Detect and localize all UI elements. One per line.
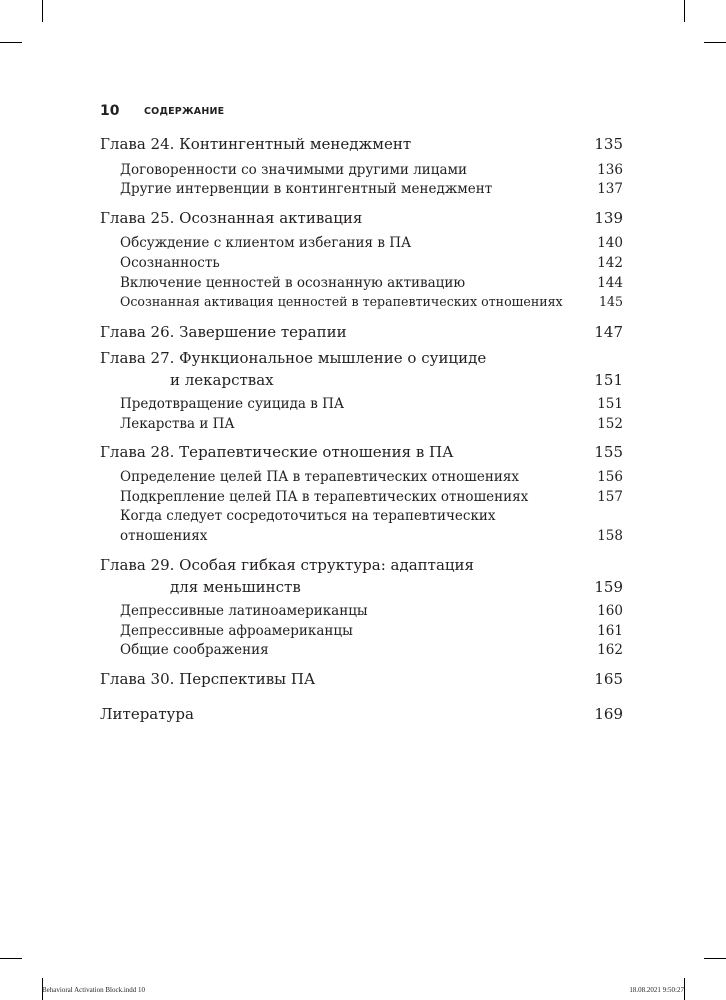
toc-entry-page: 135 (594, 135, 623, 153)
toc-entry[interactable] (100, 670, 623, 688)
toc-entry-title: отношениях (120, 528, 208, 544)
section-title: СОДЕРЖАНИЕ (144, 106, 225, 117)
toc-entry-page: 158 (597, 528, 623, 544)
toc-entry-title: и лекарствах (170, 371, 274, 389)
crop-mark (704, 42, 726, 43)
toc-entry-title: Осознанность (120, 255, 220, 271)
toc-entry[interactable] (100, 396, 623, 412)
toc-entry-title: Глава 26. Завершение терапии (100, 323, 347, 341)
toc-entry-title: Договоренности со значимыми другими лицами (120, 162, 468, 178)
toc-entry-title: Депрессивные латиноамериканцы (120, 603, 368, 619)
toc-entry-title: Глава 25. Осознанная активация (100, 209, 363, 227)
toc-entry-page: 145 (598, 294, 623, 309)
toc-entry-page: 144 (597, 275, 623, 291)
toc-entry-title: Обсуждение с клиентом избегания в ПА (120, 235, 412, 251)
toc-entry[interactable] (100, 603, 623, 619)
toc-entry-page: 139 (594, 209, 623, 227)
toc-entry-page: 161 (597, 623, 623, 639)
toc-entry-title: Глава 29. Особая гибкая структура: адаптация (100, 556, 475, 574)
crop-mark (0, 958, 22, 959)
page-number: 10 (100, 103, 120, 119)
toc-entry-page: 151 (594, 371, 623, 389)
toc-entry-title: Общие соображения (120, 642, 269, 658)
print-slug-file: Behavioral Activation Block.indd 10 (42, 986, 146, 994)
toc-entry[interactable] (100, 255, 623, 271)
toc-entry[interactable] (100, 275, 623, 291)
toc-entry-title: Осознанная активация ценностей в терапевтических отношениях (120, 294, 563, 309)
crop-mark (704, 958, 726, 959)
toc-entry-title: Другие интервенции в контингентный менеджмент (120, 181, 493, 197)
toc-entry-page: 159 (594, 578, 623, 596)
crop-mark (42, 0, 43, 22)
toc-entry-page: 152 (597, 416, 623, 432)
toc-entry-title: Глава 30. Перспективы ПА (100, 670, 316, 688)
toc-entry-page: 151 (597, 396, 623, 412)
toc-entry-page: 147 (594, 323, 623, 341)
toc-entry[interactable] (100, 294, 623, 309)
toc-entry-title: Депрессивные афроамериканцы (120, 623, 353, 639)
toc-entry-page: 156 (597, 469, 623, 485)
toc-entry[interactable] (100, 209, 623, 227)
toc-entry[interactable] (100, 623, 623, 639)
toc-entry[interactable] (100, 235, 623, 251)
toc-entry-title: Предотвращение суицида в ПА (120, 396, 345, 412)
toc-entry[interactable] (100, 508, 623, 524)
toc-entry[interactable] (100, 416, 623, 432)
crop-mark (684, 978, 685, 1000)
toc-entry-page: 165 (594, 670, 623, 688)
toc-entry-page: 155 (594, 443, 623, 461)
toc-entry-continuation[interactable] (100, 528, 623, 544)
toc-entry-continuation[interactable] (100, 578, 623, 596)
toc-entry[interactable] (100, 162, 623, 178)
toc-entry-page: 140 (597, 235, 623, 251)
toc-entry[interactable] (100, 323, 623, 341)
toc-entry-title: Литература (100, 705, 194, 723)
toc-entry-page: 160 (597, 603, 623, 619)
toc-entry[interactable] (100, 349, 623, 367)
toc-entry-page: 136 (597, 162, 623, 178)
toc-entry-title: Подкрепление целей ПА в терапевтических отношениях (120, 489, 529, 505)
toc-entry-title: Когда следует сосредоточиться на терапевтических (120, 508, 496, 524)
toc-entry-title: Включение ценностей в осознанную активацию (120, 275, 466, 291)
toc-entry-title: Определение целей ПА в терапевтических отношениях (120, 469, 519, 485)
toc-entry-title: Глава 24. Контингентный менеджмент (100, 135, 412, 153)
toc-entry-continuation[interactable] (100, 371, 623, 389)
toc-entry-page: 162 (597, 642, 623, 658)
toc-entry[interactable] (100, 705, 623, 723)
toc-entry-page: 137 (597, 181, 623, 197)
toc-entry-page: 169 (594, 705, 623, 723)
toc-entry-page: 157 (597, 489, 623, 505)
toc-entry-title: Глава 27. Функциональное мышление о суициде (100, 349, 487, 367)
toc-entry-title: Лекарства и ПА (120, 416, 235, 432)
toc-entry[interactable] (100, 469, 623, 485)
toc-entry-title: Глава 28. Терапевтические отношения в ПА (100, 443, 454, 461)
toc-entry-page: 142 (597, 255, 623, 271)
toc-entry-title: для меньшинств (170, 578, 301, 596)
toc-entry[interactable] (100, 181, 623, 197)
toc-entry[interactable] (100, 556, 623, 574)
print-slug-timestamp: 18.08.2021 9:50:27 (629, 986, 684, 994)
toc-entry[interactable] (100, 489, 623, 505)
crop-mark (684, 0, 685, 22)
toc-entry[interactable] (100, 135, 623, 153)
toc-entry[interactable] (100, 443, 623, 461)
crop-mark (0, 42, 22, 43)
toc-entry[interactable] (100, 642, 623, 658)
